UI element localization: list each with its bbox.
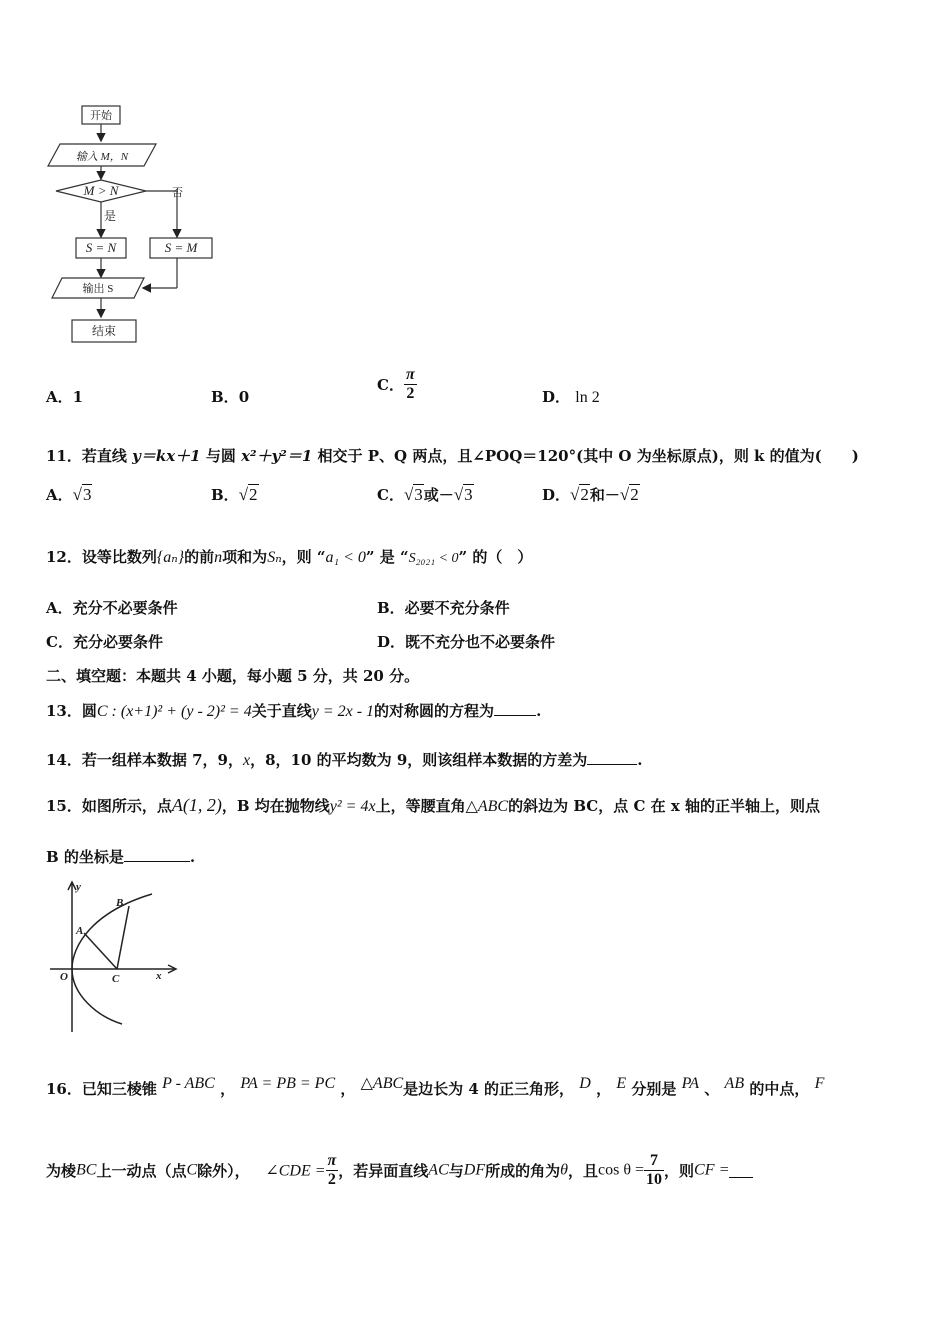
q14-stem	[46, 749, 643, 770]
q16-pyramid: P - ABC	[162, 1075, 215, 1092]
q13-text1: 13．圆	[46, 702, 97, 720]
q12-option-b[interactable]: B．必要不充分条件	[377, 599, 510, 617]
q13-stem	[46, 700, 541, 721]
q14-text1: 14．若一组样本数据 7，9，	[46, 751, 243, 769]
q16-line2	[46, 1152, 753, 1189]
q15-text3: 上，等腰直角	[375, 797, 466, 815]
q11-c-label: C．	[377, 486, 404, 504]
q11-stem-part1: 11．若直线	[46, 447, 133, 465]
q16-cos-numerator: 7	[644, 1152, 664, 1171]
q11-c-radicand1: 3	[414, 485, 423, 504]
q15-fig-b-label: B	[116, 897, 124, 909]
q12-stem	[46, 546, 532, 567]
q12-text5: ” 是 “	[365, 548, 409, 566]
q10-b-label: B．	[211, 388, 239, 406]
q10-option-c[interactable]	[377, 366, 417, 403]
q10-a-label: A．	[46, 388, 73, 406]
flowchart-left-text: S = N	[85, 240, 117, 255]
q11-line-eq: y＝kx＋1	[132, 447, 201, 465]
q16-text7: 除外），	[197, 1162, 250, 1180]
q13-line-eq: y = 2x - 1	[311, 703, 375, 720]
q16-text12: ，则	[664, 1162, 695, 1180]
q15-point-a: A(1, 2)	[171, 795, 222, 815]
q15-line2	[46, 846, 195, 867]
q11-stem	[46, 445, 859, 466]
q15-text4: 的斜边为 BC，点 C 在 x 轴的正半轴上，则点	[508, 797, 820, 815]
q16-bc: BC	[76, 1161, 97, 1179]
q14-period: .	[637, 751, 643, 769]
q16-angle-denominator: 2	[327, 1171, 336, 1188]
q16-e: E	[616, 1075, 627, 1092]
q15-triangle: △ABC	[465, 798, 509, 815]
q10-option-d[interactable]	[542, 386, 600, 407]
q11-b-sqrt: √2	[238, 485, 258, 504]
q11-b-label: B．	[211, 486, 239, 504]
q11-c-radicand2: 3	[464, 485, 473, 504]
q11-c-connector: 或－	[423, 486, 454, 504]
q11-circle-eq: x²＋y²＝1	[241, 447, 313, 465]
q15-fig-y-label: y	[76, 881, 81, 893]
q15-parabola-figure	[44, 876, 180, 1038]
q10-c-denominator: 2	[406, 385, 415, 402]
q11-d-radicand1: 2	[580, 485, 589, 504]
q16-text4: 的中点，	[749, 1080, 810, 1098]
q11-a-sqrt: √3	[72, 485, 92, 504]
q16-f: F	[814, 1075, 825, 1092]
flowchart-right-text: S = M	[164, 240, 198, 255]
q12-option-a[interactable]: A．充分不必要条件	[46, 599, 178, 617]
q11-d-label: D．	[542, 486, 571, 504]
q16-cf: CF	[694, 1161, 715, 1179]
q12-option-d[interactable]: D．既不充分也不必要条件	[377, 633, 556, 651]
flowchart-cond-text: M > N	[83, 183, 119, 198]
q16-sep4: 、	[704, 1080, 720, 1098]
q15-fig-c-label: C	[112, 973, 120, 985]
q12-text6: ” 的（ ）	[458, 548, 533, 566]
q10-a-value: 1	[72, 388, 84, 406]
q16-df: DF	[463, 1161, 486, 1179]
q15-fig-x-label: x	[156, 970, 162, 982]
q11-option-a[interactable]	[46, 484, 92, 505]
q16-text2: 是边长为 4 的正三角形，	[403, 1080, 575, 1098]
q11-d-sqrt2: √2	[619, 485, 639, 504]
q11-c-sqrt2: √3	[453, 485, 473, 504]
q16-text5: 为棱	[46, 1162, 77, 1180]
q16-sep1: ，	[220, 1080, 236, 1098]
q16-cos-denominator: 10	[646, 1171, 662, 1188]
q12-option-c[interactable]: C．充分必要条件	[46, 633, 163, 651]
q16-text11: ，且	[567, 1162, 598, 1180]
q16-text3: 分别是	[631, 1080, 677, 1098]
q16-text6: 上一动点（点	[96, 1162, 187, 1180]
q12-cond1: a₁ < 0	[325, 549, 366, 566]
flowchart-yes-text: 是	[104, 209, 117, 223]
q14-text2: ，8，10 的平均数为 9，则该组样本数据的方差为	[250, 751, 588, 769]
q10-option-b[interactable]	[211, 386, 249, 407]
q15-period: .	[189, 848, 196, 866]
q10-option-a[interactable]	[46, 386, 83, 407]
q11-a-radicand: 3	[82, 485, 92, 504]
q16-angle-fraction	[326, 1152, 339, 1189]
q15-stem	[46, 795, 820, 816]
flowchart-output-text: 输出 S	[82, 283, 114, 295]
q10-d-label: D．	[542, 388, 571, 406]
q11-option-d[interactable]	[542, 484, 640, 505]
q12-n: n	[214, 549, 223, 566]
q11-b-radicand: 2	[249, 485, 258, 504]
section-fill-in-title: 二、填空题：本题共 4 小题，每小题 5 分，共 20 分。	[46, 667, 420, 685]
q15-parabola-eq: y² = 4x	[329, 798, 376, 815]
q11-d-sqrt1: √2	[570, 485, 589, 504]
q16-text8: ，若异面直线	[338, 1162, 429, 1180]
q11-c-sqrt1: √3	[403, 485, 423, 504]
q12-text3: 项和为	[222, 548, 268, 566]
q11-a-label: A．	[46, 486, 73, 504]
q13-text3: 的对称圆的方程为	[374, 702, 495, 720]
flowchart-end-text: 结束	[91, 324, 117, 338]
q11-stem-part2: 与圆	[200, 447, 242, 465]
q13-answer-blank[interactable]	[494, 701, 536, 716]
q16-text9: 与	[448, 1162, 464, 1180]
q12-seq: {aₙ}	[156, 549, 185, 566]
q16-answer-blank[interactable]	[729, 1163, 753, 1178]
q15-text5: B 的坐标是	[46, 848, 124, 866]
q11-stem-part3: 相交于 P、Q 两点，且∠POQ＝120°(其中 O 为坐标原点)，则 k 的值为( )	[312, 447, 859, 465]
q15-answer-blank[interactable]	[124, 847, 190, 862]
q15-text2: ，B 均在抛物线	[221, 797, 330, 815]
flowchart-input-text: 输入 M，N	[75, 151, 129, 163]
q13-circle-eq: C : (x+1)² + (y - 2)² = 4	[96, 703, 252, 720]
q10-c-label: C．	[377, 376, 404, 394]
q16-sep2: ，	[340, 1080, 356, 1098]
q16-line1	[46, 1073, 824, 1099]
q16-triangle: △ABC	[360, 1075, 404, 1092]
q15-text1: 15．如图所示，点	[46, 797, 172, 815]
q16-pa: PA	[681, 1075, 700, 1092]
q11-d-connector: 和－	[589, 486, 620, 504]
q16-equal-edges: PA = PB = PC	[240, 1075, 336, 1092]
q12-sn: Sₙ	[267, 549, 282, 566]
q16-angle-numerator: π	[327, 1152, 337, 1169]
q16-sep3: ，	[596, 1080, 612, 1098]
q16-equals: =	[719, 1161, 729, 1179]
q15-fig-a-label: A	[76, 925, 84, 937]
q12-text4: ，则 “	[281, 548, 326, 566]
flowchart-no-text: 否	[172, 187, 183, 199]
q14-answer-blank[interactable]	[587, 750, 637, 765]
q10-d-value: ln 2	[575, 389, 600, 406]
q16-cos: cos θ =	[597, 1161, 644, 1179]
flowchart-start-text: 开始	[90, 110, 112, 122]
q16-ab: AB	[724, 1075, 745, 1092]
q13-period: .	[536, 702, 542, 720]
q13-text2: 关于直线	[251, 702, 312, 720]
q10-b-value: 0	[238, 388, 250, 406]
q16-text1: 16．已知三棱锥	[46, 1080, 157, 1098]
q11-option-b[interactable]	[211, 484, 259, 505]
flowchart-figure	[40, 100, 230, 350]
q12-text2: 的前	[184, 548, 215, 566]
q16-c: C	[186, 1161, 198, 1179]
q16-angle: ∠CDE =	[265, 1162, 326, 1180]
q12-text1: 12．设等比数列	[46, 548, 157, 566]
q16-ac: AC	[428, 1161, 449, 1179]
q16-cos-fraction	[644, 1152, 664, 1189]
q11-d-radicand2: 2	[630, 485, 639, 504]
q14-x: x	[242, 752, 251, 769]
q10-c-fraction	[404, 366, 417, 403]
q16-d: D	[579, 1075, 591, 1092]
q11-option-c[interactable]	[377, 484, 474, 505]
q10-c-numerator: π	[405, 366, 415, 383]
q16-theta: θ	[560, 1161, 568, 1179]
q12-cond2: S₂₀₂₁ < 0	[408, 551, 459, 566]
q16-text10: 所成的角为	[485, 1162, 561, 1180]
q15-fig-o-label: O	[60, 971, 68, 983]
